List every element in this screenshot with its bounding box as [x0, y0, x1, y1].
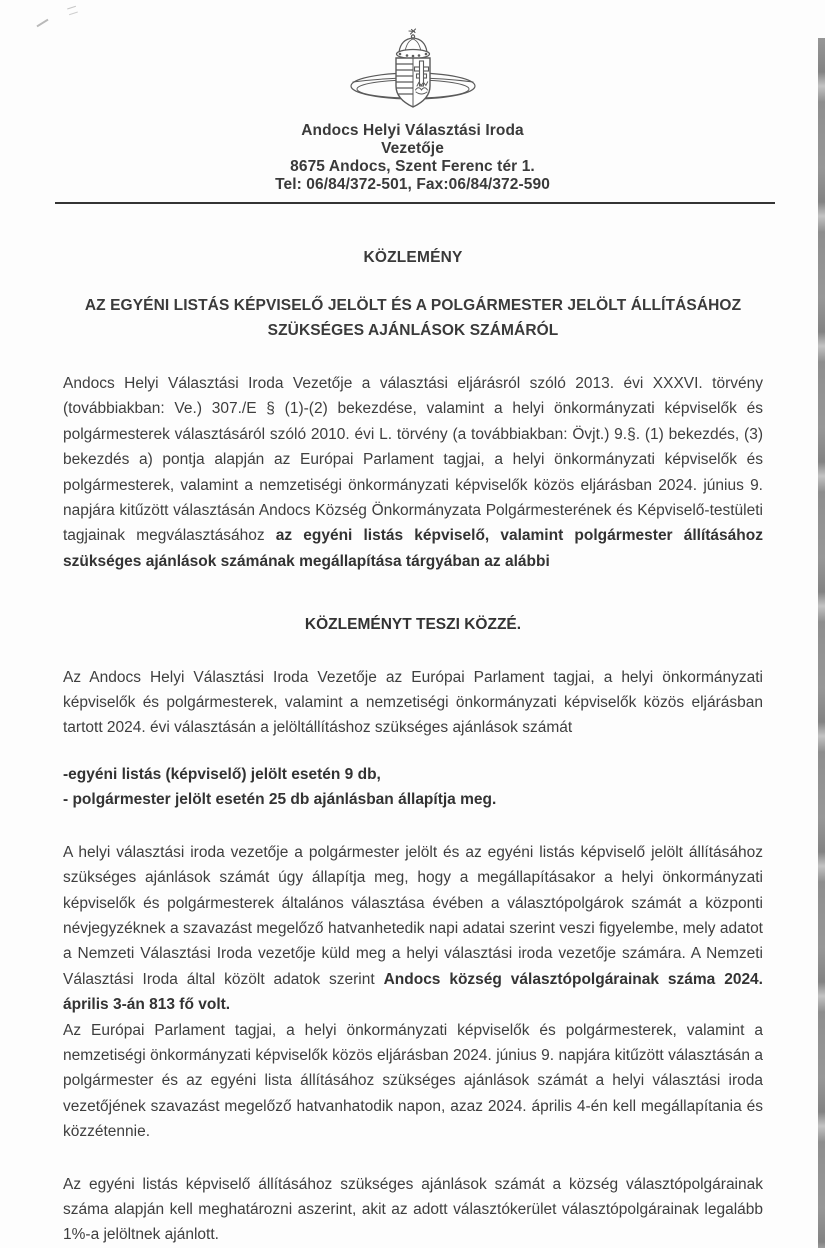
text-run: Andocs Helyi Választási Iroda Vezetője a választási eljárásról szóló 2013. évi XXXVI. törvény (továbbiakban: Ve.) 307./E § (1)-(2) bekezdése, valamint a helyi önkormányzati képviselők és polgármesterek választásáról szóló 2010. évi L. törvény (a továbbiakban: Övjt.) 9.§. (1) bekezdés, (3) bekezdés a) pontja alapján az Európai Parlament tagjai, a helyi önkormányzati képviselők és polgármesterek, valamint a nemzetiségi önkormányzati képviselők közös eljárásban 2024. június 9. napjára kitűzött választásán Andocs Község Önkormányzata Polgármesterének és Képviselő-testületi tagjainak megválasztásához: [63, 375, 763, 545]
bold-list: [63, 762, 763, 813]
list-item: - polgármester jelölt esetén 25 db ajánlásban állapítja meg.: [63, 791, 497, 809]
org-role: Vezetője: [381, 140, 444, 157]
org-contact: Tel: 06/84/372-501, Fax:06/84/372-590: [275, 176, 550, 193]
bold-text-run: Andocs község választópolgárainak száma 2024. április 3-án 813 fő volt.: [63, 970, 763, 1014]
org-name: Andocs Helyi Választási Iroda: [301, 122, 524, 139]
paragraph: [63, 840, 763, 1018]
paragraph: [63, 665, 763, 741]
document-title: KÖZLEMÉNY: [363, 249, 463, 266]
bold-text-run: KÖZLEMÉNYT TESZI KÖZZÉ.: [304, 616, 522, 634]
section-heading: [63, 612, 763, 637]
header-divider: [55, 202, 775, 204]
text-run: Az Európai Parlament tagjai, a helyi önkormányzati képviselők és polgármesterek, valamint a nemzetiségi önkormányzati képviselők közös eljárásban 2024. június 9. napjára kitűzött választásán a polgármester és az egyéni lista állításához szükséges ajánlások számát a helyi választási iroda vezetőjének szavazást megelőző hatvanhatodik napon, azaz 2024. április 4-én kell megállapítania és közzétennie.: [63, 1021, 763, 1141]
org-address: 8675 Andocs, Szent Ferenc tér 1.: [290, 158, 535, 175]
document-body: [63, 249, 763, 1248]
text-run: Az Andocs Helyi Választási Iroda Vezetője az Európai Parlament tagjai, a helyi önkormányzati képviselők és polgármesterek, valamint a nemzetiségi önkormányzati képviselők közös eljárásban tartott 2024. évi választásán a jelöltállításhoz szükséges ajánlások számát: [63, 668, 763, 737]
hungarian-coat-of-arms-icon: [347, 26, 479, 118]
scan-edge-artifact: [818, 38, 825, 1248]
letterhead: [0, 0, 825, 204]
text-run: Az egyéni listás képviselő állításához szükséges ajánlások számát a község választópolgárainak száma alapján kell meghatározni aszerint, akit az adott választókerület választópolgárainak legalább 1%-a jelöltnek ajánlott.: [63, 1175, 763, 1244]
paragraph: [63, 371, 763, 574]
paragraph: [63, 1018, 763, 1145]
text-run: A helyi választási iroda vezetője a polgármester jelölt és az egyéni listás képviselő jelölt állításához szükséges ajánlások számát úgy állapítja meg, hogy a megállapításakor a helyi önkormányzati képviselők és polgármesterek általános választása évében a választópolgárok számát a központi névjegyzéknek a szavazást megelőző hatvanhetedik napi adatai szerint veszi figyelembe, mely adatot a Nemzeti Választási Iroda vezetője küld meg a helyi választási iroda vezetője számára. A Nemzeti Választási Iroda által közölt adatok szerint: [63, 843, 763, 988]
paragraph-container: [63, 371, 763, 1248]
list-item: -egyéni listás (képviselő) jelölt esetén 9 db,: [63, 765, 381, 783]
bold-text-run: az egyéni listás képviselő, valamint polgármester állításához szükséges ajánlások számának megállapítása tárgyában az alábbi: [63, 527, 763, 570]
document-subtitle: AZ EGYÉNI LISTÁS KÉPVISELŐ JELÖLT ÉS A POLGÁRMESTER JELÖLT ÁLLÍTÁSÁHOZ SZÜKSÉGES AJÁNLÁSOK SZÁMÁRÓL: [84, 297, 742, 339]
paragraph: [63, 1172, 763, 1248]
